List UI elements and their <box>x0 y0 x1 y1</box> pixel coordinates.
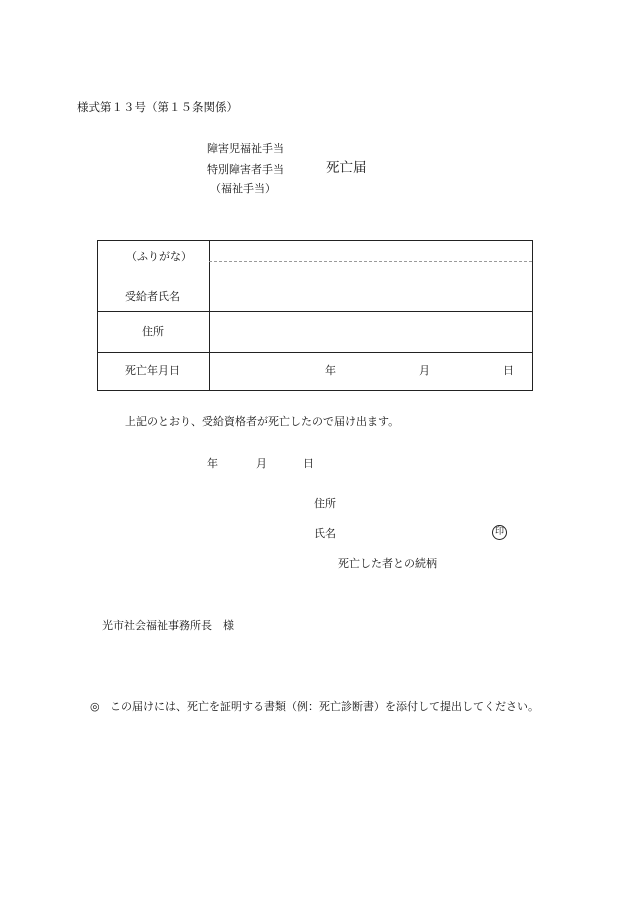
notifier-name-label: 氏名 <box>314 527 336 540</box>
document-title: 死亡届 <box>326 160 367 176</box>
furigana-divider <box>209 261 532 262</box>
note-mark: ◎ <box>90 700 100 713</box>
addressee: 光市社会福祉事務所長 様 <box>102 619 234 632</box>
death-date-month-label: 月 <box>419 364 430 377</box>
allowance-type-special-disability: 特別障害者手当 <box>207 163 284 176</box>
form-number: 様式第１３号（第１５条関係） <box>77 100 238 114</box>
attachment-note: この届けには、死亡を証明する書類（例：死亡診断書）を添付して提出してください。 <box>110 700 539 713</box>
seal-mark: 印 <box>492 525 507 540</box>
death-date-year-label: 年 <box>325 364 336 377</box>
allowance-type-disabled-child: 障害児福祉手当 <box>207 142 284 155</box>
table-column-divider <box>209 241 210 390</box>
table-row-divider <box>98 352 532 353</box>
submission-day-label: 日 <box>303 457 314 470</box>
submission-year-label: 年 <box>207 457 218 470</box>
address-label: 住所 <box>142 325 164 338</box>
allowance-type-welfare: （福祉手当） <box>210 182 276 195</box>
death-date-day-label: 日 <box>503 364 514 377</box>
notifier-address-label: 住所 <box>314 497 336 510</box>
table-row-divider <box>98 311 532 312</box>
recipient-info-table <box>97 240 533 391</box>
submission-month-label: 月 <box>256 457 267 470</box>
recipient-name-label: 受給者氏名 <box>125 290 180 303</box>
declaration-statement: 上記のとおり、受給資格者が死亡したので届け出ます。 <box>125 415 400 428</box>
death-date-label: 死亡年月日 <box>125 364 180 377</box>
furigana-label: （ふりがな） <box>126 250 192 263</box>
relationship-label: 死亡した者との続柄 <box>338 557 437 570</box>
